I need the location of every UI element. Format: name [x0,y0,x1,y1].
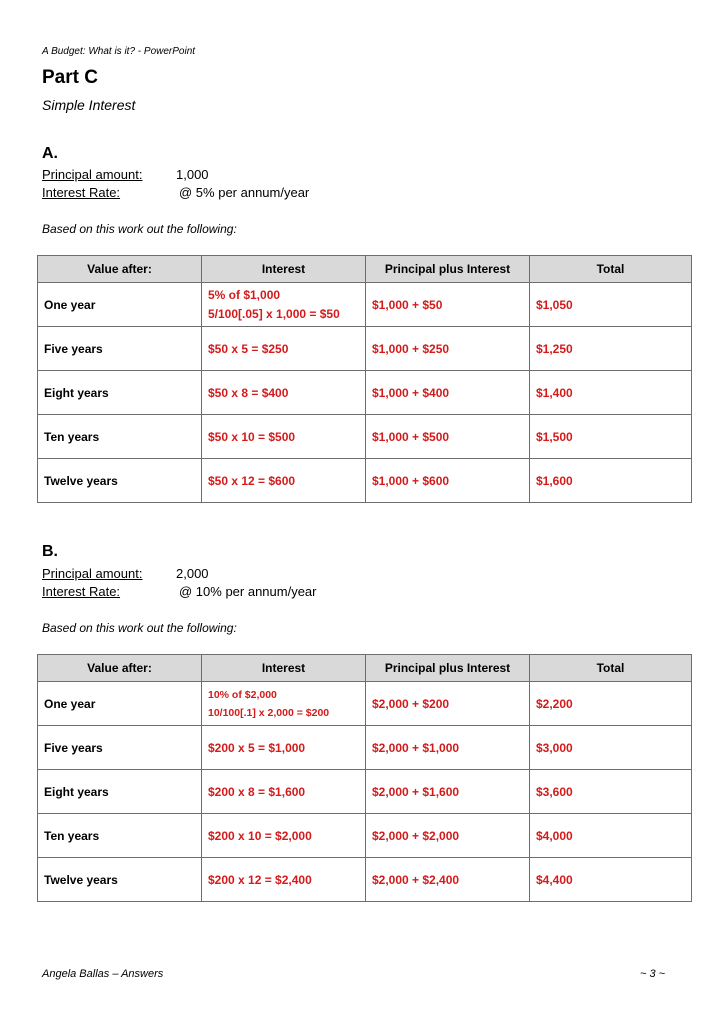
period-cell: One year [38,682,202,726]
interest-cell: $50 x 5 = $250 [202,327,366,371]
table-row [38,327,692,371]
total-cell: $1,050 [530,283,692,327]
total-cell: $4,000 [530,814,692,858]
principal-label: Principal amount: [42,167,143,182]
footer-author: Angela Ballas – Answers [42,968,164,980]
section-a-table [37,255,692,503]
table-row [38,858,692,902]
rate-value: @ 10% per annum/year [179,584,317,599]
table-row [38,814,692,858]
interest-line-2: 5/100[.05] x 1,000 = $50 [208,306,340,321]
period-cell: Ten years [38,415,202,459]
total-cell: $1,250 [530,327,692,371]
principal-plus-cell: $1,000 + $250 [366,327,530,371]
section-a-rate [42,185,310,200]
period-cell: Twelve years [38,459,202,503]
period-cell: Eight years [38,770,202,814]
interest-cell [202,682,366,726]
total-cell: $2,200 [530,682,692,726]
principal-plus-cell: $2,000 + $200 [366,682,530,726]
document-header: A Budget: What is it? - PowerPoint [42,46,196,57]
total-cell: $4,400 [530,858,692,902]
total-cell: $3,000 [530,726,692,770]
interest-cell: $50 x 10 = $500 [202,415,366,459]
interest-cell: $200 x 5 = $1,000 [202,726,366,770]
section-b-instruction: Based on this work out the following: [42,621,237,635]
interest-cell: $50 x 12 = $600 [202,459,366,503]
table-row [38,682,692,726]
principal-value: 1,000 [176,167,209,182]
section-b-label: B. [42,543,58,560]
footer-page-number: ~ 3 ~ [640,968,666,980]
principal-plus-cell: $1,000 + $50 [366,283,530,327]
total-cell: $3,600 [530,770,692,814]
table-header-row [38,256,692,283]
col-header-principal-plus: Principal plus Interest [366,655,530,682]
rate-value: @ 5% per annum/year [179,185,310,200]
interest-cell: $50 x 8 = $400 [202,371,366,415]
col-header-principal-plus: Principal plus Interest [366,256,530,283]
section-b-table [37,654,692,902]
section-b-principal [42,566,209,581]
table-row [38,459,692,503]
principal-plus-cell: $2,000 + $2,400 [366,858,530,902]
table-row [38,726,692,770]
col-header-interest: Interest [202,256,366,283]
interest-cell: $200 x 8 = $1,600 [202,770,366,814]
col-header-value-after: Value after: [38,256,202,283]
interest-cell: $200 x 12 = $2,400 [202,858,366,902]
part-subtitle: Simple Interest [42,97,136,113]
period-cell: Ten years [38,814,202,858]
principal-plus-cell: $2,000 + $1,600 [366,770,530,814]
section-b-rate [42,584,317,599]
table-row [38,283,692,327]
total-cell: $1,600 [530,459,692,503]
table-row [38,415,692,459]
table-header-row [38,655,692,682]
interest-line-1: 10% of $2,000 [208,688,277,701]
principal-value: 2,000 [176,566,209,581]
period-cell: Five years [38,726,202,770]
principal-plus-cell: $1,000 + $500 [366,415,530,459]
rate-label: Interest Rate: [42,185,121,200]
col-header-value-after: Value after: [38,655,202,682]
section-a-instruction: Based on this work out the following: [42,222,237,236]
period-cell: One year [38,283,202,327]
principal-plus-cell: $2,000 + $1,000 [366,726,530,770]
interest-cell: $200 x 10 = $2,000 [202,814,366,858]
interest-line-1: 5% of $1,000 [208,287,281,302]
period-cell: Twelve years [38,858,202,902]
period-cell: Eight years [38,371,202,415]
col-header-total: Total [530,256,692,283]
section-a-label: A. [42,145,58,162]
total-cell: $1,400 [530,371,692,415]
table-row [38,371,692,415]
interest-line-2: 10/100[.1] x 2,000 = $200 [208,706,330,719]
rate-label: Interest Rate: [42,584,121,599]
section-a-principal [42,167,209,182]
part-title: Part C [42,67,98,88]
principal-label: Principal amount: [42,566,143,581]
col-header-total: Total [530,655,692,682]
principal-plus-cell: $1,000 + $600 [366,459,530,503]
period-cell: Five years [38,327,202,371]
principal-plus-cell: $1,000 + $400 [366,371,530,415]
principal-plus-cell: $2,000 + $2,000 [366,814,530,858]
col-header-interest: Interest [202,655,366,682]
total-cell: $1,500 [530,415,692,459]
table-row [38,770,692,814]
interest-cell [202,283,366,327]
